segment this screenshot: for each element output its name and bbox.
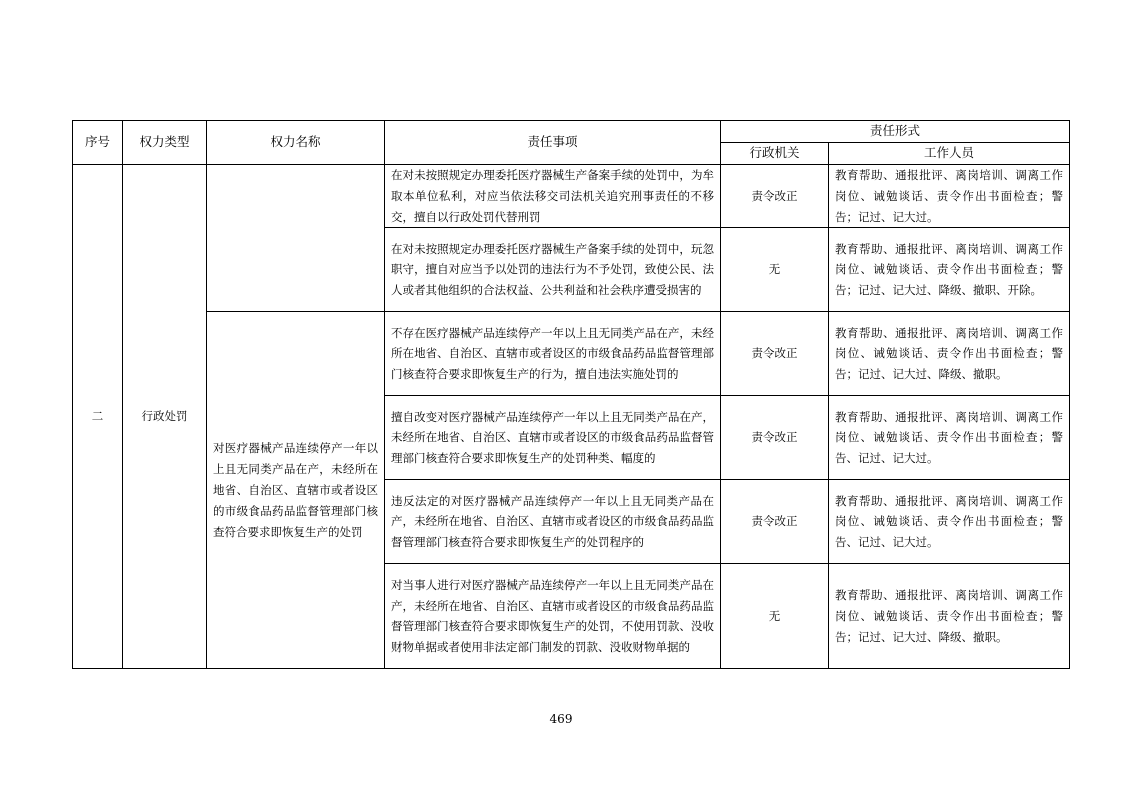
matter-cell: 违反法定的对医疗器械产品连续停产一年以上且无同类产品在产，未经所在地省、自治区、直辖市或者设区的市级食品药品监督管理部门核查符合要求即恢复生产的处罚程序的	[385, 480, 721, 564]
agency-cell: 责令改正	[721, 396, 829, 480]
matter-cell: 擅自改变对医疗器械产品连续停产一年以上且无同类产品在产，未经所在地省、自治区、直辖市或者设区的市级食品药品监督管理部门核查符合要求即恢复生产的处罚种类、幅度的	[385, 396, 721, 480]
header-seq: 序号	[73, 121, 123, 165]
table-row	[73, 312, 1070, 396]
matter-cell: 在对未按照规定办理委托医疗器械生产备案手续的处罚中，为牟取本单位私利，对应当依法移交司法机关追究刑事责任的不移交，擅自以行政处罚代替刑罚	[385, 165, 721, 228]
header-staff: 工作人员	[829, 143, 1070, 165]
header-power-type: 权力类型	[123, 121, 207, 165]
header-power-name: 权力名称	[207, 121, 385, 165]
page-number: 469	[549, 712, 573, 726]
agency-cell: 无	[721, 228, 829, 312]
power-name-cell-empty	[207, 165, 385, 312]
header-form: 责任形式	[721, 121, 1070, 143]
staff-cell: 教育帮助、通报批评、离岗培训、调离工作岗位、诫勉谈话、责令作出书面检查；警告、记过、记大过。	[829, 480, 1070, 564]
seq-cell: 二	[73, 165, 123, 669]
matter-cell: 对当事人进行对医疗器械产品连续停产一年以上且无同类产品在产，未经所在地省、自治区、直辖市或者设区的市级食品药品监督管理部门核查符合要求即恢复生产的处罚，不使用罚款、没收财物单据或者使用非法定部门制发的罚款、没收财物单据的	[385, 564, 721, 669]
staff-cell: 教育帮助、通报批评、离岗培训、调离工作岗位、诫勉谈话、责令作出书面检查；警告；记过、记大过、降级、撤职。	[829, 312, 1070, 396]
staff-cell: 教育帮助、通报批评、离岗培训、调离工作岗位、诫勉谈话、责令作出书面检查；警告、记过、记大过。	[829, 396, 1070, 480]
power-name-cell: 对医疗器械产品连续停产一年以上且无同类产品在产，未经所在地省、自治区、直辖市或者设区的市级食品药品监督管理部门核查符合要求即恢复生产的处罚	[207, 312, 385, 669]
matter-cell: 不存在医疗器械产品连续停产一年以上且无同类产品在产，未经所在地省、自治区、直辖市或者设区的市级食品药品监督管理部门核查符合要求即恢复生产的行为，擅自违法实施处罚的	[385, 312, 721, 396]
agency-cell: 责令改正	[721, 312, 829, 396]
table-row	[73, 165, 1070, 228]
header-matter: 责任事项	[385, 121, 721, 165]
agency-cell: 无	[721, 564, 829, 669]
staff-cell: 教育帮助、通报批评、离岗培训、调离工作岗位、诫勉谈话、责令作出书面检查；警告；记过、记大过。	[829, 165, 1070, 228]
staff-cell: 教育帮助、通报批评、离岗培训、调离工作岗位、诫勉谈话、责令作出书面检查；警告；记过、记大过、降级、撤职。	[829, 564, 1070, 669]
matter-cell: 在对未按照规定办理委托医疗器械生产备案手续的处罚中，玩忽职守，擅自对应当予以处罚的违法行为不予处罚，致使公民、法人或者其他组织的合法权益、公共利益和社会秩序遭受损害的	[385, 228, 721, 312]
staff-cell: 教育帮助、通报批评、离岗培训、调离工作岗位、诫勉谈话、责令作出书面检查；警告；记过、记大过、降级、撤职、开除。	[829, 228, 1070, 312]
responsibility-table	[72, 120, 1070, 669]
header-row	[73, 121, 1070, 143]
power-type-cell: 行政处罚	[123, 165, 207, 669]
header-agency: 行政机关	[721, 143, 829, 165]
agency-cell: 责令改正	[721, 480, 829, 564]
agency-cell: 责令改正	[721, 165, 829, 228]
